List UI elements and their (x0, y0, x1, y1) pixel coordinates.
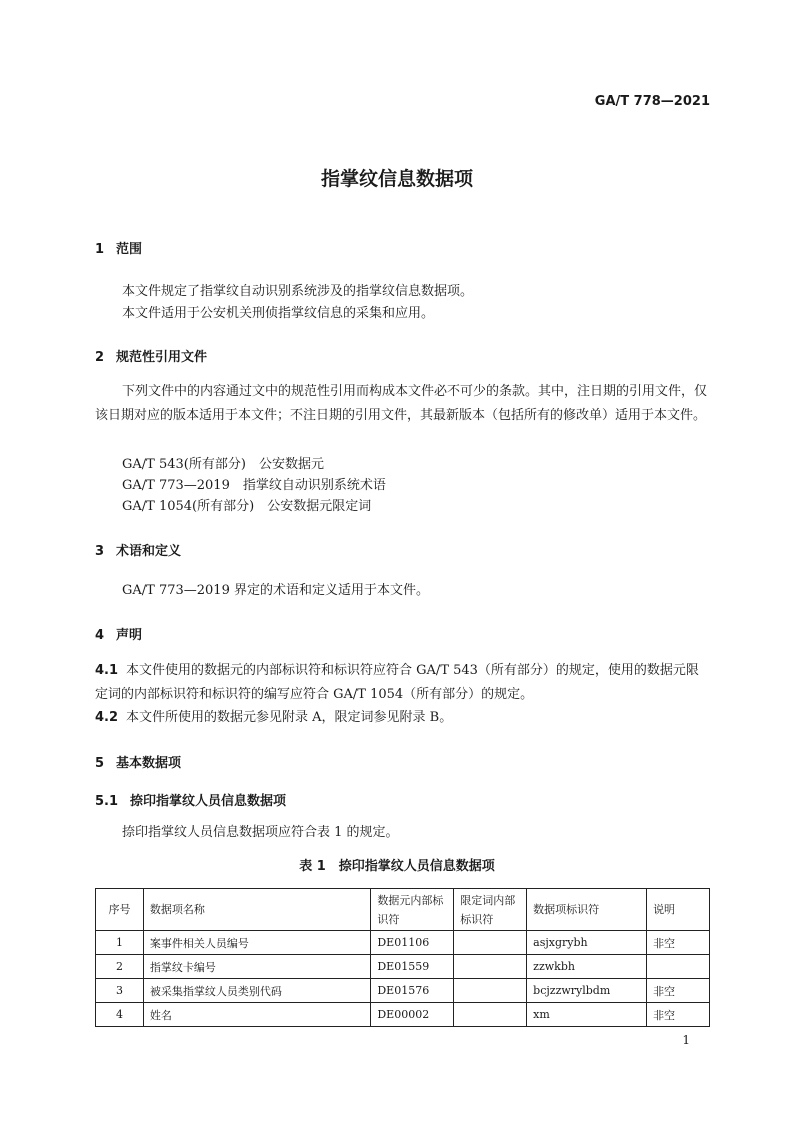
scope-paragraph-1: 本文件规定了指掌纹自动识别系统涉及的指掌纹信息数据项。 (122, 284, 474, 299)
cell-note: 非空 (647, 979, 710, 1003)
cell-qualifier-id (454, 931, 527, 955)
cell-qualifier-id (454, 955, 527, 979)
cell-seq: 4 (96, 1003, 144, 1027)
section-title: 基本数据项 (116, 756, 182, 771)
cell-item-name: 姓名 (143, 1003, 370, 1027)
reference-name: 公安数据元 (258, 457, 324, 472)
table-header-row (96, 889, 710, 931)
scope-paragraph-2: 本文件适用于公安机关刑侦指掌纹信息的采集和应用。 (122, 306, 435, 321)
column-header-element-id: 数据元内部标识符 (371, 889, 454, 931)
cell-qualifier-id (454, 979, 527, 1003)
clause-number: 4.2 (95, 710, 119, 725)
table-row (96, 955, 710, 979)
section-title: 声明 (116, 628, 143, 643)
reference-code: GA/T 1054(所有部分) (122, 499, 255, 514)
section-heading-basic-data-items (95, 752, 181, 771)
standard-code: GA/T 778—2021 (594, 94, 710, 109)
references-intro-paragraph: 下列文件中的内容通过文中的规范性引用而构成本文件必不可少的条款。其中，注日期的引用文件，仅该日期对应的版本适用于本文件；不注日期的引用文件，其最新版本（包括所有的修改单）适用于本文件。 (95, 384, 708, 423)
reference-item (122, 474, 386, 493)
cell-note: 非空 (647, 1003, 710, 1027)
section-title: 范围 (116, 242, 143, 257)
reference-code: GA/T 773—2019 (122, 478, 230, 493)
clause-number: 4.1 (95, 663, 119, 678)
table-row (96, 931, 710, 955)
clause-4-2 (95, 706, 709, 730)
page-number: 1 (682, 1033, 690, 1047)
clause-4-1 (95, 659, 709, 707)
section-heading-terms (95, 540, 181, 559)
column-header-item-identifier: 数据项标识符 (527, 889, 647, 931)
clause-text: 本文件使用的数据元的内部标识符和标识符应符合 GA/T 543（所有部分）的规定，使用的数据元限定词的内部标识符和标识符的编写应符合 GA/T 1054（所有部分）的规定。 (95, 663, 699, 702)
subsection-heading-5-1 (95, 790, 286, 809)
cell-item-identifier: asjxgrybh (527, 931, 647, 955)
cell-item-identifier: bcjzzwrylbdm (527, 979, 647, 1003)
section-number: 4 (95, 628, 105, 643)
cell-item-identifier: zzwkbh (527, 955, 647, 979)
terms-paragraph: GA/T 773—2019 界定的术语和定义适用于本文件。 (122, 583, 429, 598)
cell-note (647, 955, 710, 979)
section-title: 规范性引用文件 (116, 350, 208, 365)
clause-text: 本文件所使用的数据元参见附录 A，限定词参见附录 B。 (126, 710, 453, 725)
document-title: 指掌纹信息数据项 (320, 168, 473, 190)
cell-element-id: DE01106 (371, 931, 454, 955)
section-number: 5 (95, 756, 105, 771)
cell-item-name: 指掌纹卡编号 (143, 955, 370, 979)
reference-name: 指掌纹自动识别系统术语 (242, 478, 386, 493)
data-items-table (95, 888, 710, 1027)
cell-element-id: DE01559 (371, 955, 454, 979)
cell-element-id: DE01576 (371, 979, 454, 1003)
reference-item (122, 495, 371, 514)
table-row (96, 979, 710, 1003)
table-reference-paragraph: 捺印指掌纹人员信息数据项应符合表 1 的规定。 (122, 825, 399, 840)
cell-item-name: 被采集指掌纹人员类别代码 (143, 979, 370, 1003)
column-header-qualifier-id: 限定词内部标识符 (454, 889, 527, 931)
cell-item-name: 案事件相关人员编号 (143, 931, 370, 955)
subsection-title: 捺印指掌纹人员信息数据项 (130, 794, 287, 809)
section-number: 1 (95, 242, 105, 257)
reference-code: GA/T 543(所有部分) (122, 457, 246, 472)
cell-qualifier-id (454, 1003, 527, 1027)
cell-element-id: DE00002 (371, 1003, 454, 1027)
section-title: 术语和定义 (116, 544, 182, 559)
cell-item-identifier: xm (527, 1003, 647, 1027)
table-row (96, 1003, 710, 1027)
cell-seq: 3 (96, 979, 144, 1003)
reference-item (122, 453, 324, 472)
section-heading-scope (95, 238, 142, 257)
section-heading-statement (95, 624, 142, 643)
section-number: 3 (95, 544, 105, 559)
column-header-seq: 序号 (96, 889, 144, 931)
cell-note: 非空 (647, 931, 710, 955)
table-caption: 表 1 捺印指掌纹人员信息数据项 (299, 859, 495, 874)
cell-seq: 2 (96, 955, 144, 979)
column-header-item-name: 数据项名称 (143, 889, 370, 931)
column-header-note: 说明 (647, 889, 710, 931)
section-heading-normative-references (95, 346, 207, 365)
subsection-number: 5.1 (95, 794, 119, 809)
section-number: 2 (95, 350, 105, 365)
cell-seq: 1 (96, 931, 144, 955)
reference-name: 公安数据元限定词 (267, 499, 372, 514)
